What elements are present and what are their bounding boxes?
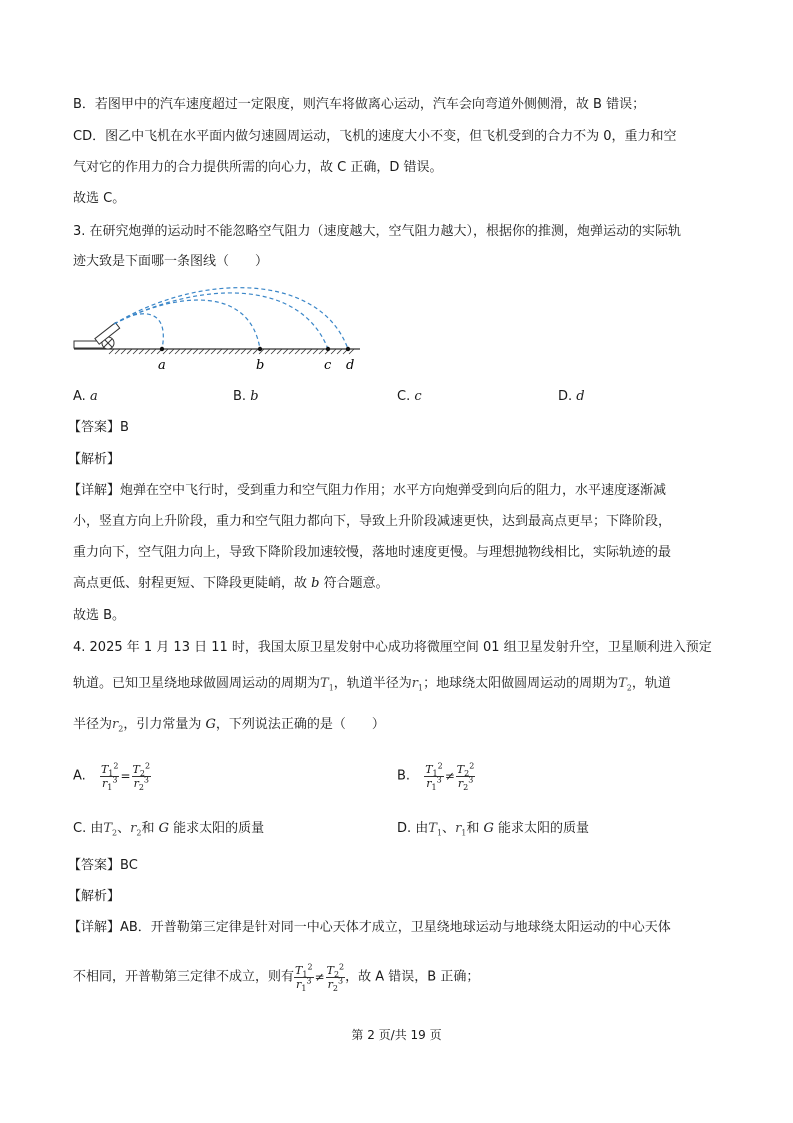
option-d: D. d [558, 389, 585, 404]
hatch-mark [271, 349, 276, 354]
hatch-mark [307, 349, 312, 354]
hatch-mark [283, 349, 288, 354]
label-b: b [256, 358, 265, 373]
hatch-mark [169, 349, 174, 354]
label-a: a [158, 358, 166, 373]
hatch-mark [277, 349, 282, 354]
hatch-mark [253, 349, 258, 354]
trajectory-c [114, 293, 328, 349]
hatch-mark [205, 349, 210, 354]
hatch-mark [313, 349, 318, 354]
hatch-mark [121, 349, 126, 354]
question-4-stem: 轨道。已知卫星绕地球做圆周运动的周期为$T_1$，轨道半径为$r_1$；地球绕太阳做圆周运动的周期为$T_2$，轨道 [73, 676, 671, 693]
hatch-mark [175, 349, 180, 354]
question-3-stem: 3. 在研究炮弹的运动时不能忽略空气阻力（速度越大，空气阻力越大），根据你的推测，炮弹运动的实际轨 [73, 224, 682, 239]
conclusion: 故选 B。 [73, 608, 126, 623]
option-b: B. $\frac{T_1^2}{r_1^3}$ ≠ $\frac{T_2^2}{r_2^3}$ [397, 760, 475, 792]
hatch-mark [337, 349, 342, 354]
text-line: CD．图乙中飞机在水平面内做匀速圆周运动，飞机的速度大小不变，但飞机受到的合力不为 0，重力和空 [73, 129, 677, 144]
question-3-stem: 迹大致是下面哪一条图线（ ） [73, 254, 269, 269]
trajectory-diagram [70, 282, 370, 377]
page-footer: 第 2 页/共 19 页 [351, 1028, 442, 1042]
hatch-mark [127, 349, 132, 354]
detail-text: 【详解】炮弹在空中飞行时，受到重力和空气阻力作用；水平方向炮弹受到向后的阻力，水平速度逐渐减 [68, 483, 667, 498]
text-line: 气对它的作用力的合力提供所需的向心力，故 C 正确，D 错误。 [73, 160, 443, 175]
hatch-mark [181, 349, 186, 354]
option-b: B. b [233, 389, 259, 404]
hatch-mark [217, 349, 222, 354]
option-a: A. a [73, 389, 98, 404]
hatch-mark [289, 349, 294, 354]
hatch-mark [265, 349, 270, 354]
hatch-mark [241, 349, 246, 354]
question-4-stem: 半径为$r_2$，引力常量为 G，下列说法正确的是（ ） [73, 717, 385, 734]
hatch-mark [199, 349, 204, 354]
text-line: B．若图甲中的汽车速度超过一定限度，则汽车将做离心运动，汽车会向弯道外侧侧滑，故 B 错误； [73, 97, 646, 112]
hatch-mark [145, 349, 150, 354]
label-c: c [324, 358, 332, 373]
trajectory-b [114, 300, 260, 349]
hatch-mark [133, 349, 138, 354]
trajectory-d [114, 288, 348, 349]
analysis-label: 【解析】 [68, 452, 121, 467]
hatch-mark [229, 349, 234, 354]
hatch-mark [295, 349, 300, 354]
hatch-mark [331, 349, 336, 354]
hatch-mark [139, 349, 144, 354]
detail-text: 重力向下，空气阻力向上，导致下降阶段加速较慢，落地时速度更慢。与理想抛物线相比，实际轨迹的最 [73, 545, 672, 560]
hatch-mark [211, 349, 216, 354]
analysis-label: 【解析】 [68, 889, 121, 904]
answer-label: 【答案】BC [68, 858, 138, 873]
ground-hatch [74, 349, 360, 354]
hatch-mark [151, 349, 156, 354]
detail-text: 【详解】AB．开普勒第三定律是针对同一中心天体才成立，卫星绕地球运动与地球绕太阳运动的中心天体 [68, 920, 671, 935]
hatch-mark [193, 349, 198, 354]
hatch-mark [319, 349, 324, 354]
answer-label: 【答案】B [68, 420, 129, 435]
hatch-mark [235, 349, 240, 354]
text-line: 故选 C。 [73, 191, 126, 206]
option-a: A. $\frac{T_1^2}{r_1^3}$ = $\frac{T_2^2}{r_2^3}$ [73, 760, 151, 792]
hatch-mark [109, 349, 114, 354]
question-4-stem: 4. 2025 年 1 月 13 日 11 时，我国太原卫星发射中心成功将微厘空间 01 组卫星发射升空，卫星顺利进入预定 [73, 640, 712, 655]
hatch-mark [187, 349, 192, 354]
hatch-mark [247, 349, 252, 354]
hatch-mark [223, 349, 228, 354]
detail-text: 不相同，开普勒第三定律不成立，则有 $\frac{T_1^2}{r_1^3}$ ≠ $\frac{T_2^2}{r_2^3}$ ，故 A 错误，B 正确； [73, 961, 480, 993]
option-d: D. 由$T_1$、$r_1$和 G 能求太阳的质量 [397, 821, 590, 838]
detail-text: 高点更低、射程更短、下降段更陡峭，故 b 符合题意。 [73, 576, 389, 591]
option-c: C. c [397, 389, 422, 404]
hatch-mark [301, 349, 306, 354]
hatch-mark [115, 349, 120, 354]
label-d: d [346, 358, 355, 373]
detail-text: 小，竖直方向上升阶段，重力和空气阻力都向下，导致上升阶段减速更快，达到最高点更早；下降阶段， [73, 514, 672, 529]
option-c: C. 由$T_2$、$r_2$和 G 能求太阳的质量 [73, 821, 265, 838]
